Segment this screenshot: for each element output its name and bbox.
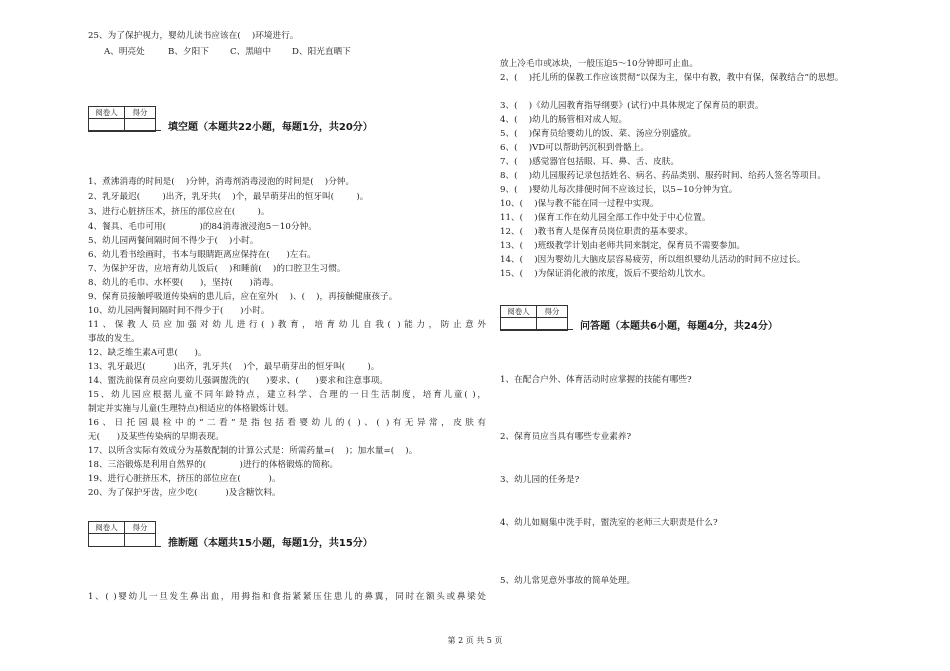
score-box-qa bbox=[500, 305, 568, 331]
fill-q15-line1: 15、幼儿园应根据儿童不同年龄特点，建立科学、合理的一日生活制度，培育儿童( )， bbox=[88, 390, 486, 400]
judge-q1: 1、( )婴幼儿一旦发生鼻出血，用拇指和食指紧紧压住患儿的鼻翼，同时在额头或鼻梁处 bbox=[88, 592, 486, 602]
q25-option-d: D、阳光直晒下 bbox=[292, 47, 351, 57]
question-25: 25、为了保护视力，婴幼儿读书应该在( )环境进行。 bbox=[88, 31, 299, 41]
judge-q10: 10、( )保与教不能在同一过程中实现。 bbox=[500, 199, 659, 209]
fill-q10: 10、幼儿园两餐间隔时间不得少于( )小时。 bbox=[88, 306, 270, 316]
reviewer-label: 阅卷人 bbox=[89, 522, 125, 534]
fill-q20: 20、为了保护牙齿，应少吃( )及含糖饮料。 bbox=[88, 488, 281, 498]
q25-option-c: C、黑暗中 bbox=[230, 47, 272, 57]
fill-q17: 17、以所含实际有效成分为基数配制的计算公式是：所需药量=( )；加水量=( )。 bbox=[88, 446, 418, 456]
fill-q6: 6、幼儿看书绘画时，书本与眼睛距离应保持在( )左右。 bbox=[88, 250, 316, 260]
score-label: 得分 bbox=[537, 306, 568, 318]
judge-q3: 3、( )《幼儿园教育指导纲要》(试行)中具体规定了保育员的职责。 bbox=[500, 101, 764, 111]
fill-q13: 13、乳牙最迟( )出齐，乳牙共( )个，最早萌芽出的恒牙叫( )。 bbox=[88, 362, 380, 372]
fill-q4: 4、餐具、毛巾可用( )的84消毒液浸泡5－10分钟。 bbox=[88, 222, 317, 232]
fill-q14: 14、盥洗前保育员应向要幼儿强调盥洗的( )要求、( )要求和注意事项。 bbox=[88, 376, 389, 386]
judge-q4: 4、( )幼儿的肠管相对成人短。 bbox=[500, 115, 628, 125]
score-box-fill bbox=[88, 106, 156, 132]
fill-q16-line1: 16、日托园晨检中的“二看”是指包括看婴幼儿的( )、( )有无异常，皮肤有 bbox=[88, 418, 486, 428]
qa-q5: 5、幼儿常见意外事故的简单处理。 bbox=[500, 576, 636, 586]
fill-q3: 3、进行心脏挤压术，挤压的部位应在( )。 bbox=[88, 207, 270, 217]
judge-q11: 11、( )保育工作在幼儿园全部工作中处于中心位置。 bbox=[500, 213, 711, 223]
fill-q11-line1: 11、保教人员应加强对幼儿进行( )教育，培育幼儿自我( )能力，防止意外 bbox=[88, 320, 486, 330]
fill-q11-line2: 事故的发生。 bbox=[88, 334, 140, 344]
fill-q7: 7、为保护牙齿，应培育幼儿饭后( )和睡前( )的口腔卫生习惯。 bbox=[88, 264, 346, 274]
q25-option-a: A、明亮处 bbox=[104, 47, 145, 57]
fill-section-title: 填空题（本题共22小题，每题1分，共20分） bbox=[168, 122, 373, 133]
page-footer: 第 2 页 共 5 页 bbox=[447, 636, 503, 645]
judge-q8: 8、( )幼儿园服药记录包括姓名、病名、药品类别、服药时间、给药人签名等项目。 bbox=[500, 171, 826, 181]
reviewer-label: 阅卷人 bbox=[89, 107, 125, 119]
judge-q2: 2、( )托儿所的保教工作应该贯彻“以保为主，保中有教，教中有保，保教结合”的思想。 bbox=[500, 73, 844, 83]
judge-section-title: 推断题（本题共15小题，每题1分，共15分） bbox=[168, 538, 373, 549]
fill-q18: 18、三浴锻炼是利用自然界的( )进行的体格锻炼的简称。 bbox=[88, 460, 339, 470]
judge-q13: 13、( )班级教学计划由老师共同来制定，保育员不需要参加。 bbox=[500, 241, 746, 251]
fill-q15-line2: 制定并实施与儿童(生理特点)相适应的体格锻炼计划。 bbox=[88, 404, 294, 414]
judge-q7: 7、( )感觉器官包括眼、耳、鼻、舌、皮肤。 bbox=[500, 157, 680, 167]
judge-q12: 12、( )教书育人是保育员岗位职责的基本要求。 bbox=[500, 227, 694, 237]
score-cell bbox=[125, 534, 156, 547]
score-label: 得分 bbox=[125, 107, 156, 119]
fill-q16-line2: 无( )及某些传染病的早期表现。 bbox=[88, 432, 224, 442]
reviewer-label: 阅卷人 bbox=[501, 306, 537, 318]
judge-q6: 6、( )VD可以帮助钙沉积到骨骼上。 bbox=[500, 143, 650, 153]
fill-q8: 8、幼儿的毛巾、水杯要( )，坚持( )消毒。 bbox=[88, 278, 279, 288]
section-underline bbox=[88, 546, 161, 547]
qa-q1: 1、在配合户外、体育活动时应掌握的技能有哪些? bbox=[500, 375, 692, 385]
qa-q4: 4、幼儿如厕集中洗手时，盥洗室的老师三大职责是什么? bbox=[500, 518, 718, 528]
fill-q9: 9、保育员接触呼吸道传染病的患儿后，应在室外( )、( )，再接触健康孩子。 bbox=[88, 292, 398, 302]
score-box-judge bbox=[88, 521, 156, 547]
judge-q15: 15、( )为保证消化液的浓度，饭后不要给幼儿饮水。 bbox=[500, 269, 711, 279]
fill-q19: 19、进行心脏挤压术，挤压的部位应在( )。 bbox=[88, 474, 281, 484]
fill-q5: 5、幼儿园两餐间隔时间不得少于( )小时。 bbox=[88, 236, 259, 246]
judge-q5: 5、( )保育员给婴幼儿的饭、菜、汤应分别盛放。 bbox=[500, 129, 697, 139]
qa-section-title: 问答题（本题共6小题，每题4分，共24分） bbox=[580, 321, 778, 332]
judge-q14: 14、( )因为婴幼儿大脑皮层容易疲劳，所以组织婴幼儿活动的时间不应过长。 bbox=[500, 255, 806, 265]
fill-q2: 2、乳牙最迟( )出齐，乳牙共( )个，最早萌芽出的恒牙叫( )。 bbox=[88, 192, 369, 202]
fill-q1: 1、煮沸消毒的时间是( )分钟，消毒剂消毒浸泡的时间是( )分钟。 bbox=[88, 177, 355, 187]
q25-option-b: B、夕阳下 bbox=[168, 47, 209, 57]
section-underline bbox=[88, 130, 161, 131]
judge-q1-cont: 放上冷毛巾或冰块，一般压迫5～10分钟即可止血。 bbox=[500, 59, 699, 69]
judge-q9: 9、( )婴幼儿每次排便时间不应该过长，以5~10分钟为宜。 bbox=[500, 185, 738, 195]
qa-q2: 2、保育员应当具有哪些专业素养? bbox=[500, 432, 632, 442]
qa-q3: 3、幼儿园的任务是? bbox=[500, 475, 580, 485]
reviewer-cell bbox=[89, 534, 125, 547]
score-label: 得分 bbox=[125, 522, 156, 534]
section-underline bbox=[500, 329, 573, 330]
fill-q12: 12、缺乏维生素A可患( )。 bbox=[88, 348, 207, 358]
